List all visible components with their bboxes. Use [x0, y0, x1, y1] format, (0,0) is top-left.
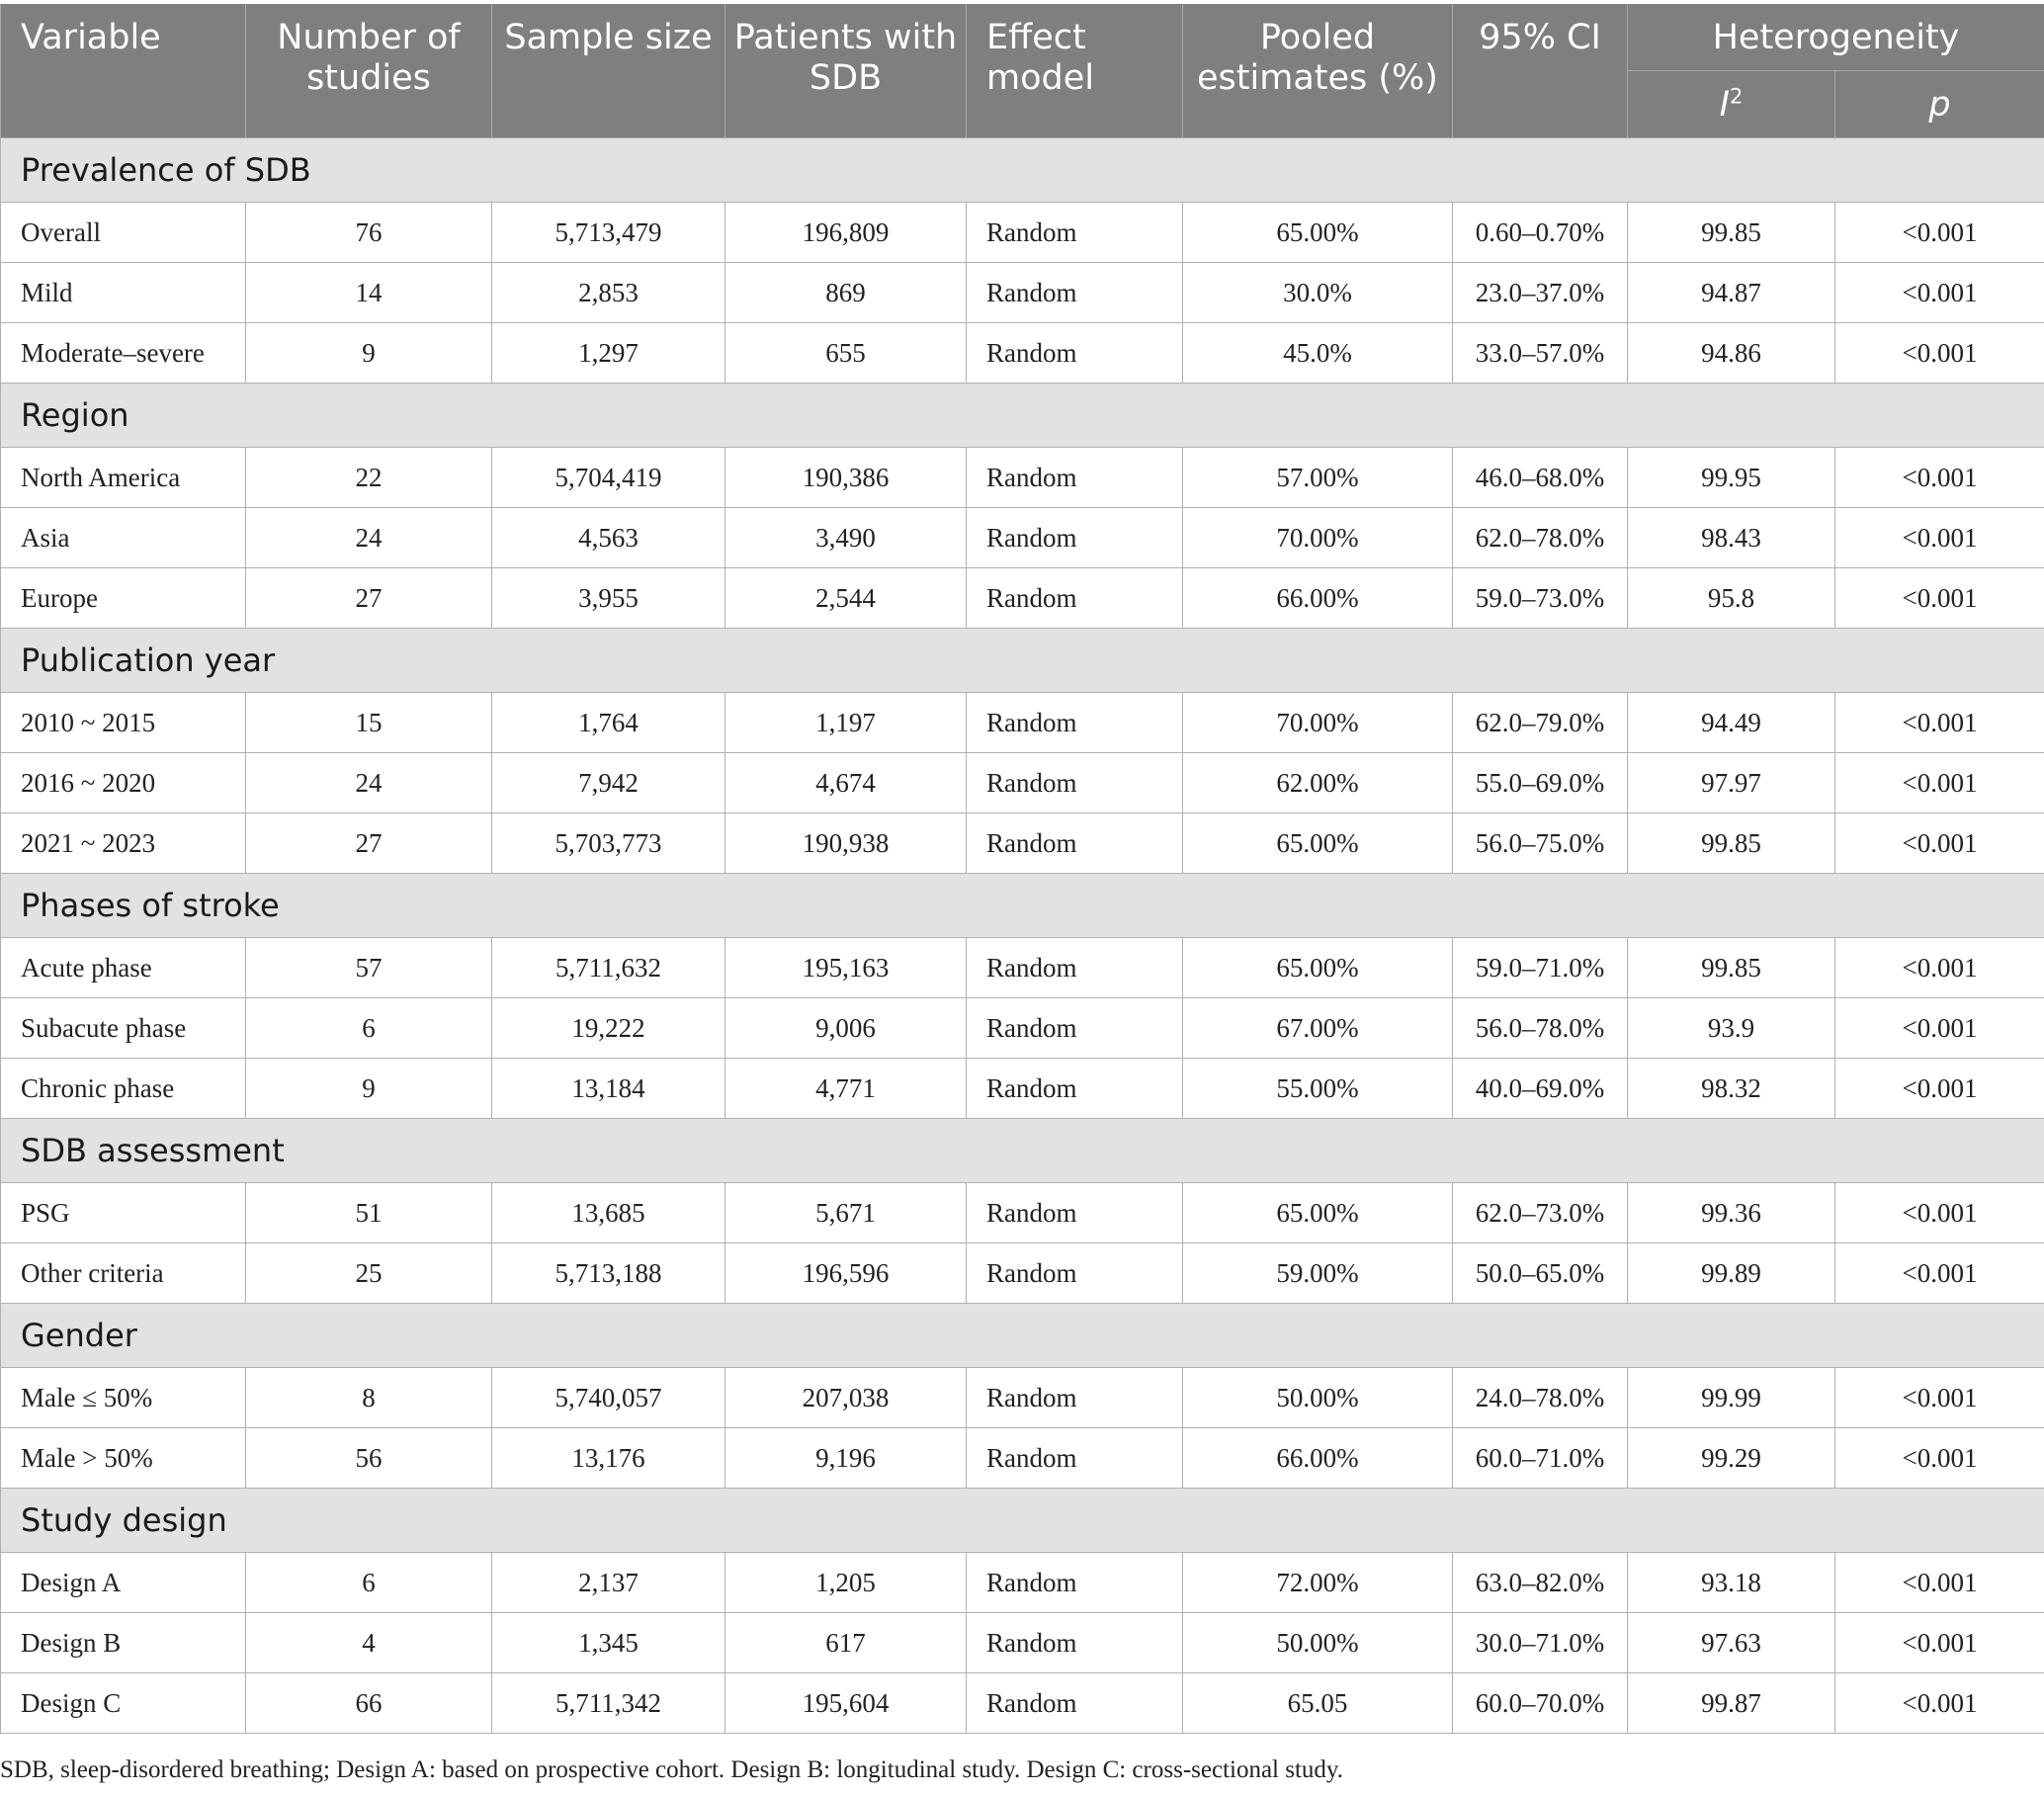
cell-sample-size: 5,711,632 [492, 938, 725, 998]
header-95-ci: 95% CI [1453, 4, 1628, 138]
header-heterogeneity: Heterogeneity [1628, 4, 2044, 71]
cell-i-squared: 99.85 [1628, 813, 1835, 874]
cell-patients: 1,205 [725, 1553, 967, 1613]
cell-studies: 9 [246, 1059, 492, 1119]
cell-ci: 63.0–82.0% [1453, 1553, 1628, 1613]
cell-p-value: <0.001 [1835, 323, 2044, 384]
section-title: Region [1, 384, 2044, 448]
table-row [1, 1428, 2044, 1489]
cell-pooled-estimate: 66.00% [1183, 1428, 1453, 1489]
cell-pooled-estimate: 67.00% [1183, 998, 1453, 1059]
cell-effect-model: Random [967, 1243, 1183, 1304]
cell-studies: 6 [246, 1553, 492, 1613]
cell-effect-model: Random [967, 203, 1183, 263]
table-row [1, 1243, 2044, 1304]
cell-variable: North America [1, 448, 246, 508]
cell-patients: 3,490 [725, 508, 967, 568]
cell-ci: 62.0–73.0% [1453, 1183, 1628, 1243]
cell-studies: 25 [246, 1243, 492, 1304]
section-header-row [1, 629, 2044, 693]
cell-studies: 24 [246, 753, 492, 813]
cell-ci: 62.0–78.0% [1453, 508, 1628, 568]
cell-patients: 617 [725, 1613, 967, 1673]
cell-pooled-estimate: 65.00% [1183, 203, 1453, 263]
table-row [1, 323, 2044, 384]
cell-studies: 76 [246, 203, 492, 263]
cell-p-value: <0.001 [1835, 203, 2044, 263]
cell-pooled-estimate: 65.00% [1183, 938, 1453, 998]
cell-variable: Overall [1, 203, 246, 263]
cell-sample-size: 4,563 [492, 508, 725, 568]
cell-pooled-estimate: 62.00% [1183, 753, 1453, 813]
cell-ci: 59.0–71.0% [1453, 938, 1628, 998]
cell-studies: 57 [246, 938, 492, 998]
cell-i-squared: 98.43 [1628, 508, 1835, 568]
table-row [1, 263, 2044, 323]
cell-ci: 60.0–70.0% [1453, 1673, 1628, 1734]
section-title: Gender [1, 1304, 2044, 1368]
section-header-row [1, 1304, 2044, 1368]
table-row [1, 753, 2044, 813]
cell-pooled-estimate: 57.00% [1183, 448, 1453, 508]
cell-sample-size: 13,685 [492, 1183, 725, 1243]
table-row [1, 1553, 2044, 1613]
cell-sample-size: 13,176 [492, 1428, 725, 1489]
cell-i-squared: 99.29 [1628, 1428, 1835, 1489]
i-squared-superscript: 2 [1729, 84, 1744, 109]
table-row [1, 203, 2044, 263]
header-pooled-estimates: Pooled estimates (%) [1183, 4, 1453, 138]
cell-patients: 2,544 [725, 568, 967, 629]
section-header-row [1, 1119, 2044, 1183]
cell-ci: 46.0–68.0% [1453, 448, 1628, 508]
cell-variable: Chronic phase [1, 1059, 246, 1119]
cell-i-squared: 99.87 [1628, 1673, 1835, 1734]
cell-patients: 1,197 [725, 693, 967, 753]
header-effect-model: Effect model [967, 4, 1183, 138]
cell-studies: 6 [246, 998, 492, 1059]
cell-p-value: <0.001 [1835, 1183, 2044, 1243]
cell-variable: Design B [1, 1613, 246, 1673]
cell-p-value: <0.001 [1835, 448, 2044, 508]
cell-variable: Asia [1, 508, 246, 568]
cell-variable: 2021 ~ 2023 [1, 813, 246, 874]
cell-sample-size: 19,222 [492, 998, 725, 1059]
table-body [1, 138, 2044, 1734]
cell-effect-model: Random [967, 1553, 1183, 1613]
header-variable: Variable [1, 4, 246, 138]
cell-p-value: <0.001 [1835, 1368, 2044, 1428]
cell-p-value: <0.001 [1835, 1059, 2044, 1119]
cell-i-squared: 99.85 [1628, 938, 1835, 998]
cell-studies: 24 [246, 508, 492, 568]
table-row [1, 1613, 2044, 1673]
section-title: Phases of stroke [1, 874, 2044, 938]
cell-sample-size: 7,942 [492, 753, 725, 813]
cell-studies: 22 [246, 448, 492, 508]
header-patients-with-sdb: Patients with SDB [725, 4, 967, 138]
cell-effect-model: Random [967, 1059, 1183, 1119]
cell-sample-size: 1,297 [492, 323, 725, 384]
cell-effect-model: Random [967, 1673, 1183, 1734]
cell-effect-model: Random [967, 508, 1183, 568]
table-row [1, 448, 2044, 508]
cell-sample-size: 5,703,773 [492, 813, 725, 874]
cell-pooled-estimate: 55.00% [1183, 1059, 1453, 1119]
cell-pooled-estimate: 65.00% [1183, 813, 1453, 874]
cell-patients: 869 [725, 263, 967, 323]
cell-effect-model: Random [967, 813, 1183, 874]
cell-pooled-estimate: 50.00% [1183, 1368, 1453, 1428]
cell-effect-model: Random [967, 753, 1183, 813]
cell-variable: 2010 ~ 2015 [1, 693, 246, 753]
cell-patients: 655 [725, 323, 967, 384]
cell-patients: 5,671 [725, 1183, 967, 1243]
cell-sample-size: 5,704,419 [492, 448, 725, 508]
section-title: Study design [1, 1489, 2044, 1553]
section-title: Publication year [1, 629, 2044, 693]
table-footnote: SDB, sleep-disordered breathing; Design A: based on prospective cohort. Design B: longitudinal study. Design C: cross-sectional study. [0, 1756, 1344, 1783]
cell-ci: 62.0–79.0% [1453, 693, 1628, 753]
cell-p-value: <0.001 [1835, 998, 2044, 1059]
cell-effect-model: Random [967, 693, 1183, 753]
section-header-row [1, 874, 2044, 938]
cell-effect-model: Random [967, 1428, 1183, 1489]
cell-patients: 196,596 [725, 1243, 967, 1304]
table-row [1, 998, 2044, 1059]
cell-ci: 60.0–71.0% [1453, 1428, 1628, 1489]
table-row [1, 1183, 2044, 1243]
subgroup-prevalence-table [0, 4, 2044, 1734]
cell-studies: 27 [246, 568, 492, 629]
table-header [1, 4, 2044, 138]
cell-i-squared: 94.49 [1628, 693, 1835, 753]
cell-sample-size: 13,184 [492, 1059, 725, 1119]
cell-p-value: <0.001 [1835, 508, 2044, 568]
cell-sample-size: 1,345 [492, 1613, 725, 1673]
table-row [1, 508, 2044, 568]
cell-patients: 196,809 [725, 203, 967, 263]
cell-ci: 24.0–78.0% [1453, 1368, 1628, 1428]
section-title: SDB assessment [1, 1119, 2044, 1183]
cell-patients: 9,196 [725, 1428, 967, 1489]
cell-effect-model: Random [967, 263, 1183, 323]
cell-i-squared: 98.32 [1628, 1059, 1835, 1119]
cell-studies: 27 [246, 813, 492, 874]
i-squared-letter: I [1719, 85, 1730, 125]
cell-i-squared: 94.86 [1628, 323, 1835, 384]
cell-pooled-estimate: 59.00% [1183, 1243, 1453, 1304]
cell-patients: 190,386 [725, 448, 967, 508]
cell-i-squared: 94.87 [1628, 263, 1835, 323]
cell-studies: 66 [246, 1673, 492, 1734]
cell-i-squared: 99.99 [1628, 1368, 1835, 1428]
table-row [1, 1673, 2044, 1734]
cell-ci: 23.0–37.0% [1453, 263, 1628, 323]
cell-i-squared: 97.97 [1628, 753, 1835, 813]
cell-sample-size: 5,711,342 [492, 1673, 725, 1734]
table-row [1, 938, 2044, 998]
table-row [1, 1059, 2044, 1119]
section-header-row [1, 138, 2044, 203]
cell-variable: Subacute phase [1, 998, 246, 1059]
cell-variable: Acute phase [1, 938, 246, 998]
cell-effect-model: Random [967, 938, 1183, 998]
cell-patients: 195,604 [725, 1673, 967, 1734]
results-table-container [0, 4, 2044, 1734]
cell-p-value: <0.001 [1835, 568, 2044, 629]
table-row [1, 813, 2044, 874]
cell-pooled-estimate: 70.00% [1183, 508, 1453, 568]
cell-variable: Europe [1, 568, 246, 629]
cell-ci: 30.0–71.0% [1453, 1613, 1628, 1673]
cell-pooled-estimate: 66.00% [1183, 568, 1453, 629]
cell-pooled-estimate: 50.00% [1183, 1613, 1453, 1673]
cell-p-value: <0.001 [1835, 938, 2044, 998]
cell-variable: Design A [1, 1553, 246, 1613]
cell-i-squared: 99.89 [1628, 1243, 1835, 1304]
cell-effect-model: Random [967, 1613, 1183, 1673]
cell-sample-size: 5,713,479 [492, 203, 725, 263]
cell-p-value: <0.001 [1835, 1428, 2044, 1489]
cell-p-value: <0.001 [1835, 1613, 2044, 1673]
cell-ci: 40.0–69.0% [1453, 1059, 1628, 1119]
header-number-of-studies: Number of studies [246, 4, 492, 138]
cell-i-squared: 99.95 [1628, 448, 1835, 508]
cell-i-squared: 95.8 [1628, 568, 1835, 629]
cell-pooled-estimate: 65.05 [1183, 1673, 1453, 1734]
cell-studies: 14 [246, 263, 492, 323]
cell-p-value: <0.001 [1835, 693, 2044, 753]
cell-p-value: <0.001 [1835, 753, 2044, 813]
cell-studies: 15 [246, 693, 492, 753]
cell-effect-model: Random [967, 568, 1183, 629]
cell-i-squared: 97.63 [1628, 1613, 1835, 1673]
cell-p-value: <0.001 [1835, 813, 2044, 874]
cell-ci: 33.0–57.0% [1453, 323, 1628, 384]
header-i-squared [1628, 71, 1835, 138]
cell-variable: Male ≤ 50% [1, 1368, 246, 1428]
cell-p-value: <0.001 [1835, 1243, 2044, 1304]
cell-variable: Other criteria [1, 1243, 246, 1304]
table-row [1, 1368, 2044, 1428]
cell-i-squared: 93.18 [1628, 1553, 1835, 1613]
cell-patients: 190,938 [725, 813, 967, 874]
cell-patients: 195,163 [725, 938, 967, 998]
header-p-value: p [1835, 71, 2044, 138]
cell-effect-model: Random [967, 1368, 1183, 1428]
cell-pooled-estimate: 30.0% [1183, 263, 1453, 323]
cell-ci: 56.0–75.0% [1453, 813, 1628, 874]
cell-pooled-estimate: 65.00% [1183, 1183, 1453, 1243]
cell-effect-model: Random [967, 1183, 1183, 1243]
cell-ci: 56.0–78.0% [1453, 998, 1628, 1059]
cell-variable: 2016 ~ 2020 [1, 753, 246, 813]
cell-sample-size: 5,713,188 [492, 1243, 725, 1304]
cell-patients: 207,038 [725, 1368, 967, 1428]
cell-studies: 8 [246, 1368, 492, 1428]
section-header-row [1, 1489, 2044, 1553]
cell-i-squared: 99.85 [1628, 203, 1835, 263]
cell-patients: 4,771 [725, 1059, 967, 1119]
cell-variable: Mild [1, 263, 246, 323]
cell-i-squared: 93.9 [1628, 998, 1835, 1059]
cell-p-value: <0.001 [1835, 1673, 2044, 1734]
cell-sample-size: 2,137 [492, 1553, 725, 1613]
section-title: Prevalence of SDB [1, 138, 2044, 203]
cell-variable: Moderate–severe [1, 323, 246, 384]
cell-pooled-estimate: 72.00% [1183, 1553, 1453, 1613]
header-sample-size: Sample size [492, 4, 725, 138]
cell-sample-size: 5,740,057 [492, 1368, 725, 1428]
cell-patients: 4,674 [725, 753, 967, 813]
cell-variable: Design C [1, 1673, 246, 1734]
table-row [1, 568, 2044, 629]
cell-sample-size: 3,955 [492, 568, 725, 629]
cell-pooled-estimate: 70.00% [1183, 693, 1453, 753]
cell-studies: 4 [246, 1613, 492, 1673]
cell-p-value: <0.001 [1835, 1553, 2044, 1613]
cell-studies: 56 [246, 1428, 492, 1489]
cell-ci: 55.0–69.0% [1453, 753, 1628, 813]
cell-variable: PSG [1, 1183, 246, 1243]
cell-i-squared: 99.36 [1628, 1183, 1835, 1243]
cell-effect-model: Random [967, 998, 1183, 1059]
cell-p-value: <0.001 [1835, 263, 2044, 323]
cell-studies: 9 [246, 323, 492, 384]
section-header-row [1, 384, 2044, 448]
cell-sample-size: 1,764 [492, 693, 725, 753]
cell-effect-model: Random [967, 323, 1183, 384]
cell-studies: 51 [246, 1183, 492, 1243]
cell-patients: 9,006 [725, 998, 967, 1059]
table-row [1, 693, 2044, 753]
cell-pooled-estimate: 45.0% [1183, 323, 1453, 384]
cell-effect-model: Random [967, 448, 1183, 508]
cell-sample-size: 2,853 [492, 263, 725, 323]
cell-ci: 50.0–65.0% [1453, 1243, 1628, 1304]
cell-ci: 0.60–0.70% [1453, 203, 1628, 263]
cell-ci: 59.0–73.0% [1453, 568, 1628, 629]
cell-variable: Male > 50% [1, 1428, 246, 1489]
